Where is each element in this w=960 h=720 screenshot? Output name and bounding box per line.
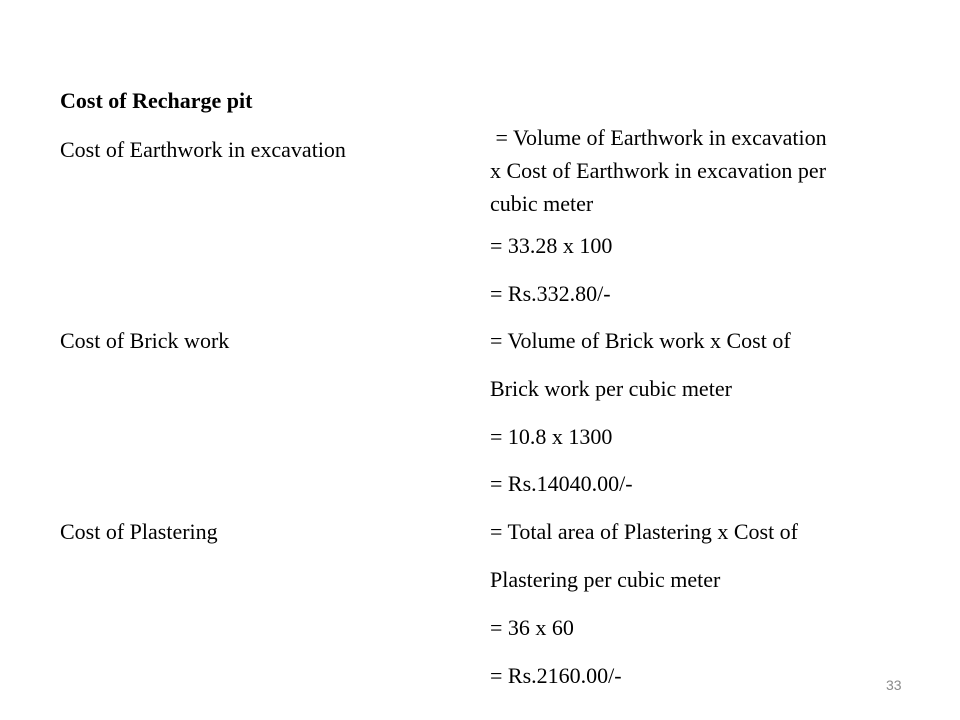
brickwork-calc: = 10.8 x 1300: [490, 424, 613, 449]
earthwork-formula-line1: = Volume of Earthwork in excavation: [490, 125, 827, 150]
plastering-formula-line1: = Total area of Plastering x Cost of: [490, 519, 799, 544]
brickwork-label: Cost of Brick work: [60, 328, 230, 353]
earthwork-formula-line3: cubic meter: [490, 191, 594, 216]
slide-heading: Cost of Recharge pit: [60, 88, 253, 113]
plastering-result: = Rs.2160.00/-: [490, 663, 622, 688]
plastering-formula-line2: Plastering per cubic meter: [490, 567, 721, 592]
earthwork-result: = Rs.332.80/-: [490, 281, 611, 306]
earthwork-label: Cost of Earthwork in excavation: [60, 137, 346, 162]
plastering-calc: = 36 x 60: [490, 615, 574, 640]
brickwork-result: = Rs.14040.00/-: [490, 471, 633, 496]
plastering-label: Cost of Plastering: [60, 519, 218, 544]
brickwork-formula-line1: = Volume of Brick work x Cost of: [490, 328, 791, 353]
earthwork-formula-line2: x Cost of Earthwork in excavation per: [490, 158, 827, 183]
earthwork-calc: = 33.28 x 100: [490, 233, 613, 258]
brickwork-formula-line2: Brick work per cubic meter: [490, 376, 732, 401]
page-number: 33: [886, 677, 902, 693]
